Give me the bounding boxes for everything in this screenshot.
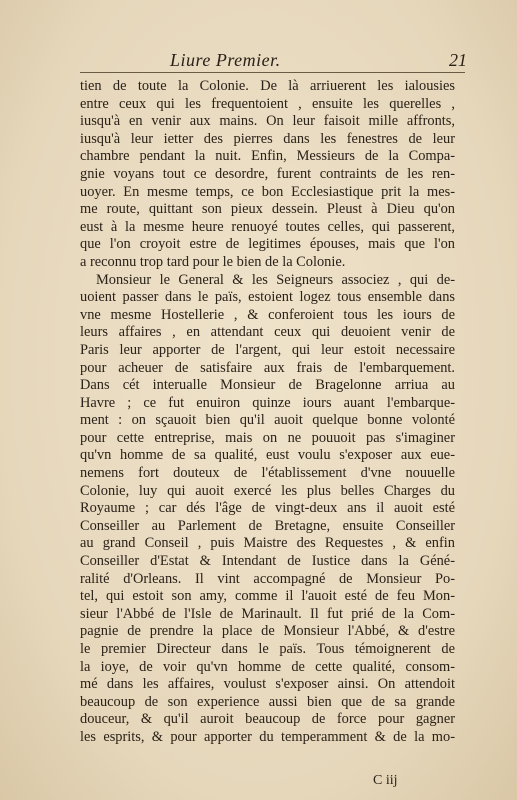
text-line: tien de toute la Colonie. De là arriuerent les ialousies: [80, 78, 455, 94]
text-line: au grand Conseil , puis Maistre des Requestes , & enfin: [80, 535, 455, 552]
header-rule: [80, 72, 465, 73]
text-line: vne mesme Hostellerie , & conferoient tous les iours de: [80, 306, 455, 323]
text-line: Royaume ; car dés l'âge de vingt-deux ans il auoit esté: [80, 500, 455, 517]
text-line: Dans cét interualle Monsieur de Bragelonne arriua au: [80, 377, 455, 394]
signature-mark: C iij: [373, 773, 398, 788]
text-line: Havre ; ce fut enuiron quinze iours auant l'embarque-: [80, 394, 455, 411]
text-line: ment : on sçauoit bien qu'il auoit quelque bonne volonté: [80, 412, 455, 429]
text-line: pour cette entreprise, mais on ne pouuoit pas s'imaginer: [80, 429, 455, 446]
text-line: gnie voyans tout ce desordre, furent contraints de les ren-: [80, 165, 455, 182]
text-line: Colonie, luy qui auoit exercé les plus belles Charges du: [80, 482, 455, 499]
text-line: entre ceux qui les frequentoient , ensuite les querelles ,: [80, 95, 455, 112]
page-number: 21: [449, 50, 467, 70]
text-line: uoient passer dans le païs, estoient logez tous ensemble dans: [80, 289, 455, 306]
body-text: [80, 78, 455, 747]
text-line: la ioye, de voir qu'vn homme de cette qualité, consom-: [80, 658, 455, 675]
text-line: le premier Directeur dans le païs. Tous témoignerent de: [80, 641, 455, 657]
text-line: uoyer. En mesme temps, ce bon Ecclesiastique prit la mes-: [80, 183, 455, 200]
text-line: ralité d'Orleans. Il vint accompagné de Monsieur Po-: [80, 570, 455, 587]
text-line: eust à la mesme heure renuoyé toutes celles, qui passerent,: [80, 218, 455, 235]
text-line: leurs affaires , en attendant ceux qui deuoient venir de: [80, 324, 455, 341]
page-header: [70, 50, 477, 72]
text-line: douceur, & qu'il auroit beaucoup de force pour gagner: [80, 711, 455, 728]
text-line: iusqu'à leur ietter des pierres dans les fenestres de leur: [80, 130, 455, 147]
text-line: beaucoup de son experience aussi bien que de sa grande: [80, 693, 455, 710]
text-line: iusqu'à en venir aux mains. On leur faisoit mille affronts,: [80, 113, 455, 130]
text-line: les esprits, & pour apporter du temperamment & de la mo-: [80, 728, 455, 745]
text-line: mé dans les affaires, voulust s'exposer ainsi. On attendoit: [80, 676, 455, 693]
text-line: sieur l'Abbé de l'Isle de Marinault. Il fut prié de la Com-: [80, 605, 455, 622]
text-line: a reconnu trop tard pour le bien de la Colonie.: [80, 253, 346, 270]
text-line: tel, qui estoit son amy, comme il l'auoit esté de feu Mon-: [80, 588, 455, 605]
text-line: pagnie de prendre la place de Monsieur l'Abbé, & d'estre: [80, 623, 455, 640]
text-line: qu'vn homme de sa qualité, eust voulu s'exposer aux eue-: [80, 447, 455, 464]
text-line: Conseiller au Parlement de Bretagne, ensuite Conseiller: [80, 517, 455, 534]
text-line: me route, quittant son pieux dessein. Pleust à Dieu qu'on: [80, 201, 455, 218]
text-line: chambre pendant la nuit. Enfin, Messieurs de la Compa-: [80, 148, 455, 165]
text-line: Monsieur le General & les Seigneurs associez , qui de-: [96, 271, 455, 288]
text-line: Conseiller d'Estat & Intendant de Iustice dans la Géné-: [80, 553, 455, 570]
text-line: nemens fort douteux de l'établissement d'vne nouuelle: [80, 465, 455, 482]
text-line: que l'on croyoit estre de legitimes épouses, mais que l'on: [80, 236, 455, 253]
text-line: Paris leur apporter de l'argent, qui leur estoit necessaire: [80, 341, 455, 358]
text-line: pour acheuer de satisfaire aux frais de l'embarquement.: [80, 359, 455, 376]
running-title: Liure Premier.: [170, 50, 281, 70]
